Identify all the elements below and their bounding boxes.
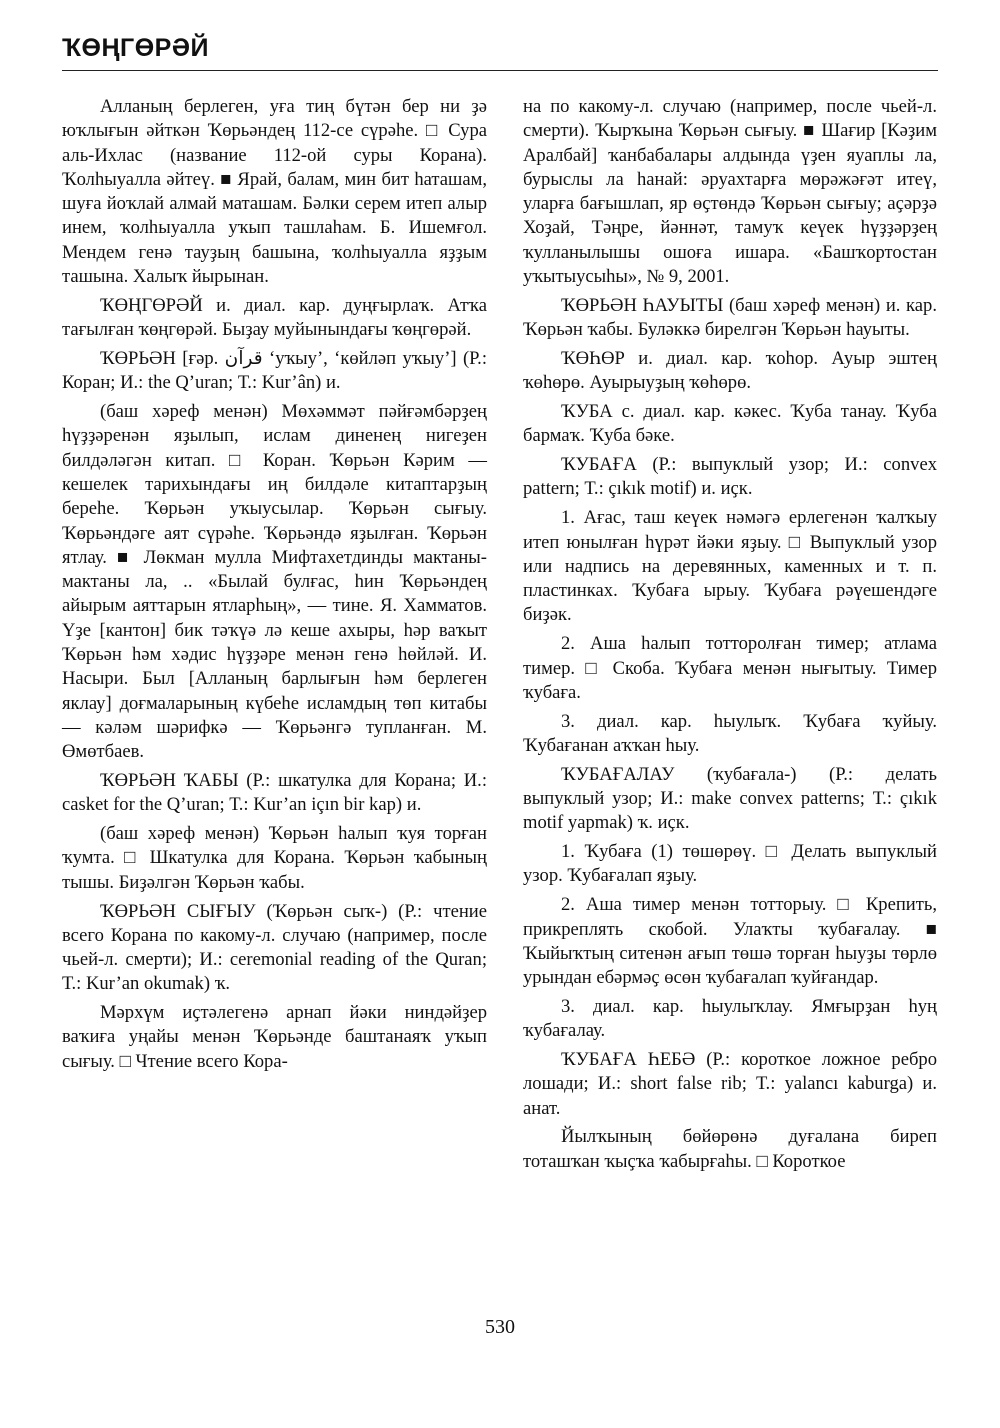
- entry-paragraph: ҠӨҢГӨРӘЙ и. диал. кар. дуңғырлаҡ. Атҡа тағылған ҡөңгөрәй. Быҙау муйынындағы ҡөңгөрәй.: [62, 294, 487, 341]
- entry-paragraph: 3. диал. кар. һыулыҡ. Ҡубаға ҡуйыу. Ҡубағанан аҡҡан һыу.: [523, 710, 937, 756]
- page-number: 530: [485, 1316, 515, 1338]
- entry-paragraph: ҠӨҺӨР и. диал. кар. ҡоһор. Ауыр эштең ҡөһөрө. Ауырыуҙың ҡөһөрө.: [523, 347, 937, 394]
- entry-paragraph: ҠУБАҒАЛАУ (ҡубағала-) (Р.: делать выпуклый узор; И.: make convex patterns; Т.: çıkık motif yapmak) ҡ. иҫк.: [523, 763, 937, 834]
- entry-paragraph: ҠУБАҒА ҺЕБӘ (Р.: короткое ложное ребро лошади; И.: short false rib; Т.: yalancı kaburga) и. анат.: [523, 1048, 937, 1119]
- entry-paragraph: ҠӨРЬӘН ҺАУЫТЫ (баш хәреф менән) и. кар. Ҡөрьән ҡабы. Буләккә бирелгән Ҡөрьән һауыты.: [523, 294, 937, 341]
- entry-paragraph: 1. Ағас, таш кеүек нәмәгә ерлегенән ҡалҡыу итеп юнылған һүрәт йәки яҙыу. □ Выпуклый узор или надпись на деревянных, каменных и т. п. пластинках. Ҡубаға ырыу. Ҡубаға рәүешендәге биҙәк.: [523, 507, 937, 626]
- running-header: [62, 30, 938, 71]
- entry-paragraph: 3. диал. кар. һыулыҡлау. Ямғырҙан һуң ҡубағалау.: [523, 995, 937, 1042]
- entry-paragraph: (баш хәреф менән) Мөхәммәт пәйғәмбәрҙең һүҙҙәренән яҙылып, ислам диненең нигеҙен билдәләгән китап. □ Коран. Ҡөрьән Кәрим — кешелек тарихындағы иң билдәле китаптарҙың береһе. Ҡөрьән уҡыусылар. Ҡөрьән сығыу. Ҡөрьәндәге аят сүрәһе. Ҡөрьәндә яҙылған. Ҡөрьән ятлау. ■ Лөкман мулла Мифтахетдинды мактаны-мактаны ла, .. «Былай булғас, һин Ҡөрьәндең айырым аяттарын ятларһың», — тине. Я. Хамматов. Үҙе [кантон] бик тәҡүә лә кеше ахыры, һәр ваҡыт Ҡөрьән һәм хәдис һүҙҙәре менән генә һөйләй. И. Насыри. Был [Алланың барлығын һәм берлеген яклау] доғмаларының күбеһе исламдың төп китабы — кәләм шәрифкә — Ҡөрьәнгә тупланған. М. Өмөтбаев.: [62, 401, 487, 763]
- header-title: ҠӨҢГӨРӘЙ: [62, 34, 209, 62]
- entry-paragraph: 2. Аша тимер менән тотторыу. □ Крепить, прикреплять скобой. Улаҡты ҡубағалау. ■ Ҡыйыҡтың ситенән ағып төшә торған һыуҙы төрлө урындан ебәрмәҫ өсөн ҡубағалап ҡуйғандар.: [523, 894, 937, 989]
- entry-paragraph: ҠӨРЬӘН СЫҒЫУ (Ҡөрьән сыҡ-) (Р.: чтение всего Корана по какому-л. случаю (например, после чьей-л. смерти); И.: ceremonial reading of the Quran; Т.: Kur’an okumak) ҡ.: [62, 900, 487, 995]
- entry-paragraph: 1. Ҡубаға (1) төшөрөү. □ Делать выпуклый узор. Ҡубағалап яҙыу.: [523, 841, 937, 887]
- entry-paragraph: ҠУБА с. диал. кар. кәкес. Ҡуба танау. Ҡуба бармаҡ. Ҡуба бәке.: [523, 401, 937, 447]
- entry-paragraph: Мәрхүм иҫтәлегенә арнап йәки ниндәйҙер ваҡиға уңайы менән Ҡөрьәнде баштанаяҡ уҡып сығыу. □ Чтение всего Кора-: [62, 1002, 487, 1072]
- left-column: [62, 95, 487, 1079]
- entry-paragraph: на по какому-л. случаю (например, после чьей-л. смерти). Ҡырҡына Ҡөрьән сығыу. ■ Шағир [Кәҙим Аралбай] ҡанбабалары алдында үҙен яуаплы ла, бурыслы ла һанай: әруахтарға мөрәжәғәт итеү, уларға бағышлап, яр өҫтөндә Ҡөрьән сығыу; аҫәрҙә Хоҙай, Тәңре, йәннәт, тамуҡ кеүек һүҙҙәрҙең ҡулланылышы ошоға ишара. «Башҡортостан уҡытыусыһы», № 9, 2001.: [523, 96, 937, 288]
- entry-paragraph: Йылҡының бөйөрөнә дуғалана биреп тоташҡан ҡыҫҡа ҡабырғаһы. □ Короткое: [523, 1126, 937, 1172]
- entry-paragraph: ҠӨРЬӘН [ғәр. قرآن ‘уҡыу’, ‘көйләп уҡыу’] (Р.: Коран; И.: the Q’uran; Т.: Kur’ân) и.: [62, 347, 487, 394]
- entry-paragraph: ҠУБАҒА (Р.: выпуклый узор; И.: convex pattern; Т.: çıkık motif) и. иҫк.: [523, 454, 937, 500]
- entry-paragraph: (баш хәреф менән) Ҡөрьән һалып ҡуя торған ҡумта. □ Шкатулка для Корана. Ҡөрьән ҡабының тышы. Биҙәлгән Ҡөрьән ҡабы.: [62, 823, 487, 893]
- entry-paragraph: 2. Аша һалып тотторолған тимер; атлама тимер. □ Скоба. Ҡубаға менән нығытыу. Тимер ҡубаға.: [523, 633, 937, 703]
- right-column: [523, 95, 937, 1178]
- entry-paragraph: ҠӨРЬӘН ҠАБЫ (Р.: шкатулка для Корана; И.: casket for the Q’uran; Т.: Kur’an içın bir kap) и.: [62, 770, 487, 816]
- entry-paragraph: Алланың берлеген, уға тиң бүтән бер ни ҙә юҡлығын әйткән Ҡөрьәндең 112-се сүрәһе. □ Сура аль-Ихлас (название 112-ой суры Корана). Ҡолһыуалла әйтеү. ■ Ярай, балам, мин бит һаташам, шуға йоҡлай алмай маташам. Бәлки серем итеп алыр инем, ҡолһыуалла уҡып ташлаһам. Б. Ишемғол. Мендем генә тауҙың башына, ҡолһыуалла яҙҙым ташына. Халыҡ йырынан.: [62, 96, 487, 288]
